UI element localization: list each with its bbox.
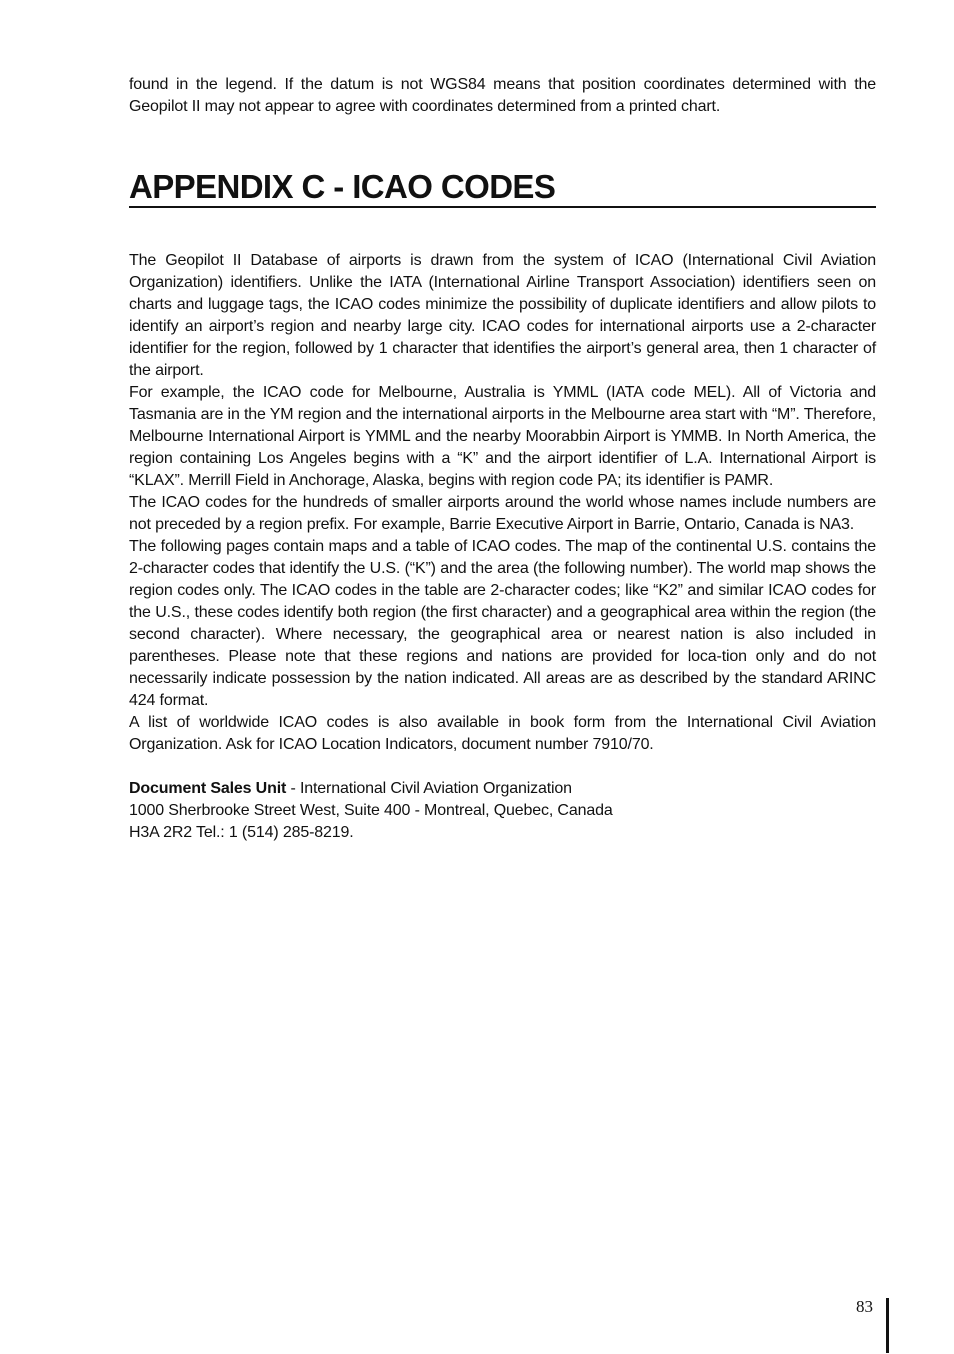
- intro-paragraph: found in the legend. If the datum is not WGS84 means that position coordinates determined with the Geopilot II may not appear to agree with coordinates determined from a printed chart.: [129, 76, 876, 115]
- paragraph-book-form: A list of worldwide ICAO codes is also available in book form from the International Civil Aviation Organization. Ask for ICAO Location Indicators, document number 7910/70.: [129, 714, 876, 753]
- paragraph-maps-and-table: The following pages contain maps and a table of ICAO codes. The map of the continental U.S. contains the 2-character codes that identify the U.S. (“K”) and the area (the following number). The world map shows the region codes only. The ICAO codes in the table are 2-character codes; like “K2” and similar ICAO codes for the U.S., these codes identify both region (the first character) and a geographical area within the region (the second character). Where necessary, the geographical area or nearest nation is also included in parentheses. Please note that these regions and nations are provided for loca-tion only and do not necessarily indicate possession by the nation indicated. All areas are as described by the standard ARINC 424 format.: [129, 538, 876, 709]
- address-line-street: 1000 Sherbrooke Street West, Suite 400 - Montreal, Quebec, Canada: [129, 802, 613, 819]
- body-text: [129, 250, 876, 756]
- page-number: 83: [856, 1297, 873, 1316]
- paragraph-melbourne-example: For example, the ICAO code for Melbourne, Australia is YMML (IATA code MEL). All of Victoria and Tasmania are in the YM region and the international airports in the Melbourne area start with “M”. Therefore, Melbourne International Airport is YMML and the nearby Moorabbin Airport is YMMB. In North America, the region containing Los Angeles begins with a “K” and the airport identifier of L.A. International Airport is “KLAX”. Merrill Field in Anchorage, Alaska, begins with region code PA; its identifier is PAMR.: [129, 384, 877, 489]
- page-number-bar: [886, 1298, 889, 1353]
- appendix-heading: APPENDIX C - ICAO CODES: [129, 168, 556, 205]
- heading-rule: [129, 168, 876, 208]
- org-name: - International Civil Aviation Organization: [286, 780, 572, 797]
- paragraph-smaller-airports: The ICAO codes for the hundreds of smaller airports around the world whose names include numbers are not preceded by a region prefix. For example, Barrie Executive Airport in Barrie, Ontario, Canada is NA3.: [129, 494, 876, 533]
- org-label: Document Sales Unit: [129, 780, 287, 797]
- paragraph-icao-system: The Geopilot II Database of airports is drawn from the system of ICAO (International Civil Aviation Organization) identifiers. Unlike the IATA (International Airline Transport Association) identifiers seen on charts and luggage tags, the ICAO codes minimize the possibility of duplicate identifiers and allow pilots to identify an airport’s region and nearby large city. ICAO codes for international airports use a 2-character identifier for the region, followed by 1 character that identifies the airport’s general area, then 1 character of the airport.: [129, 252, 876, 379]
- address-block: [129, 778, 876, 844]
- address-line-org: [129, 778, 876, 800]
- page-content: [129, 74, 876, 844]
- address-line-postal: H3A 2R2 Tel.: 1 (514) 285-8219.: [129, 824, 354, 841]
